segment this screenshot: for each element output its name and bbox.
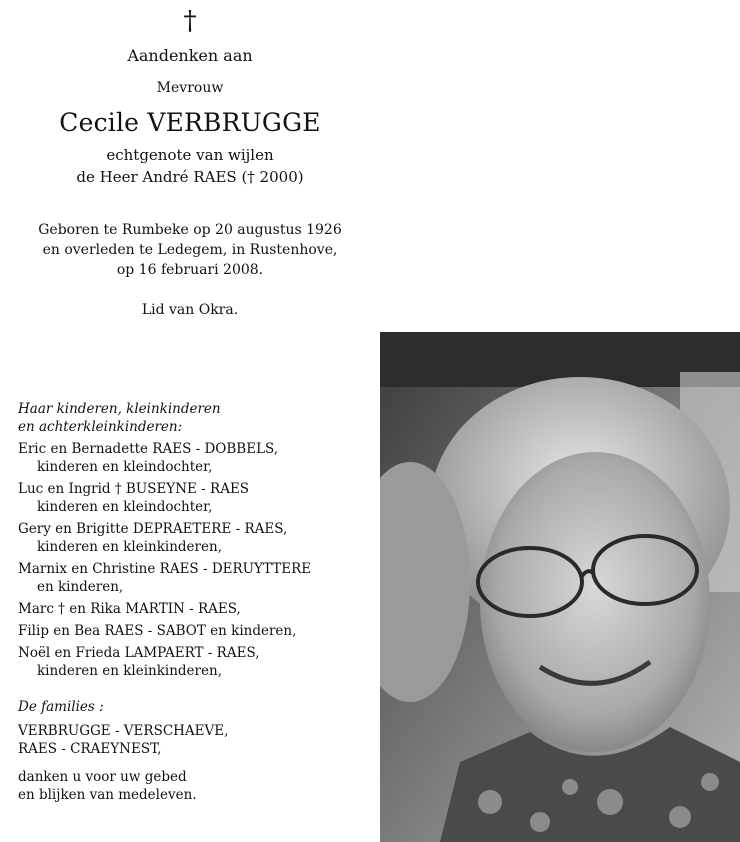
deceased-name: Cecile VERBRUGGE <box>59 108 321 137</box>
family-heading-1: Haar kinderen, kleinkinderen <box>18 401 221 417</box>
family-entry <box>18 440 311 476</box>
portrait-illustration <box>380 332 740 842</box>
family-entry-name: Noël en Frieda LAMPAERT - RAES, <box>18 645 260 661</box>
family-entry <box>18 480 311 516</box>
closing-line-2: en blijken van medeleven. <box>18 787 197 803</box>
family-name-line: RAES - CRAEYNEST, <box>18 741 162 757</box>
birth-line-1: Geboren te Rumbeke op 20 augustus 1926 <box>38 222 342 238</box>
family-entry <box>18 560 311 596</box>
family-entry-name: Luc en Ingrid † BUSEYNE - RAES <box>18 481 250 497</box>
spouse-line-1: echtgenote van wijlen <box>106 146 274 164</box>
membership-text: Lid van Okra. <box>141 302 239 318</box>
family-entry <box>18 520 311 556</box>
family-entry-sub: kinderen en kleindochter, <box>37 459 213 475</box>
cross-icon: † <box>183 6 197 36</box>
family-entry-name: Eric en Bernadette RAES - DOBBELS, <box>18 441 279 457</box>
family-heading-2: en achterkleinkinderen: <box>18 419 183 435</box>
intro-text: Aandenken aan <box>127 46 253 65</box>
family-entry-name: Marnix en Christine RAES - DERUYTTERE <box>18 561 312 577</box>
birth-line-2: en overleden te Ledegem, in Rustenhove, <box>42 242 338 258</box>
closing-line-1: danken u voor uw gebed <box>18 769 187 785</box>
salutation: Mevrouw <box>156 80 224 96</box>
family-entry-name: Filip en Bea RAES - SABOT en kinderen, <box>18 623 297 639</box>
portrait-photo <box>380 332 740 842</box>
family-entry-name: Marc † en Rika MARTIN - RAES, <box>18 601 241 617</box>
family-entry-sub: kinderen en kleinkinderen, <box>37 539 222 555</box>
families-heading: De families : <box>18 699 104 715</box>
family-entry-sub: kinderen en kleinkinderen, <box>37 663 222 679</box>
family-entry <box>18 644 311 680</box>
family-entry-name: Gery en Brigitte DEPRAETERE - RAES, <box>18 521 288 537</box>
spouse-line-2: de Heer André RAES († 2000) <box>76 168 304 186</box>
family-list <box>18 400 311 804</box>
family-entry-sub: en kinderen, <box>37 579 124 595</box>
family-name-line: VERBRUGGE - VERSCHAEVE, <box>18 723 229 739</box>
birth-line-3: op 16 februari 2008. <box>116 262 264 278</box>
family-entry-sub: kinderen en kleindochter, <box>37 499 213 515</box>
